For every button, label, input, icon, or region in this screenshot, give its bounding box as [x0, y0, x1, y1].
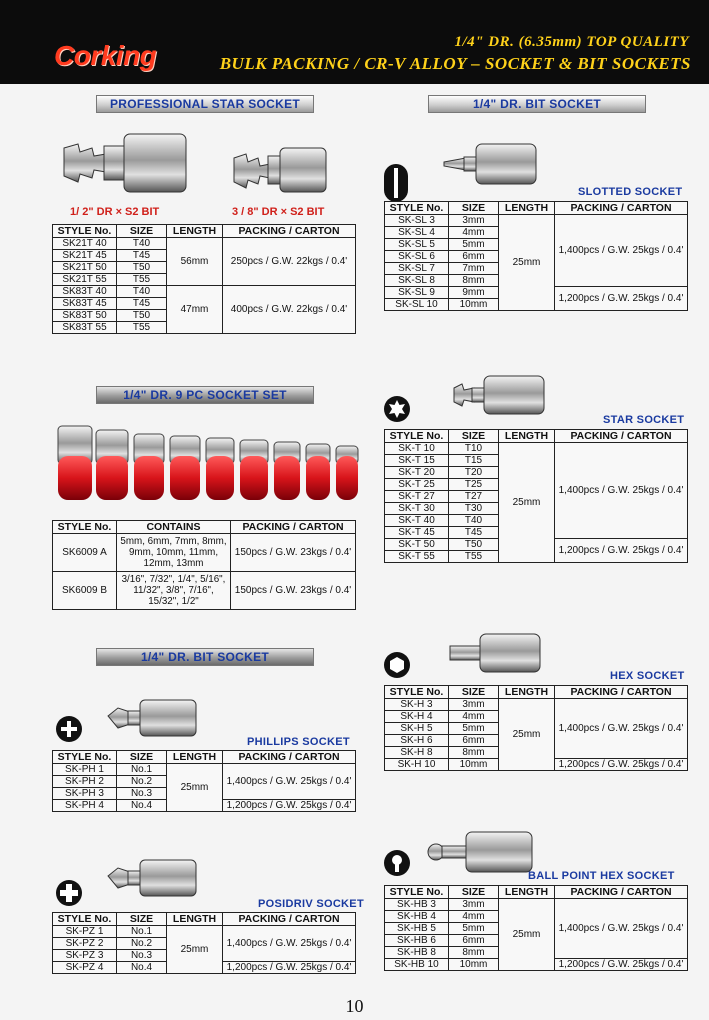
size-cell: T40 [117, 286, 167, 298]
length-cell: 47mm [167, 286, 223, 334]
style-cell: SK-HB 10 [385, 959, 449, 971]
style-cell: SK21T 55 [53, 274, 117, 286]
hex-label: HEX SOCKET [610, 670, 685, 682]
slotted-table [384, 201, 688, 311]
style-cell: SK-H 4 [385, 711, 449, 723]
col-header: CONTAINS [117, 521, 231, 534]
style-cell: SK-T 40 [385, 515, 449, 527]
style-cell: SK-PZ 1 [53, 926, 117, 938]
size-cell: No.2 [117, 938, 167, 950]
phillips-table [52, 750, 356, 812]
style-cell: SK-SL 6 [385, 251, 449, 263]
packing-cell: 1,400pcs / G.W. 25kgs / 0.4' [555, 443, 688, 539]
style-cell: SK-PH 4 [53, 800, 117, 812]
header-line-2: BULK PACKING / CR-V ALLOY – SOCKET & BIT SOCKETS [219, 54, 691, 73]
col-header: STYLE No. [53, 751, 117, 764]
posidriv-table [52, 912, 356, 974]
style-cell: SK83T 45 [53, 298, 117, 310]
style-cell: SK21T 50 [53, 262, 117, 274]
packing-cell: 1,200pcs / G.W. 25kgs / 0.4' [555, 287, 688, 311]
page-header [0, 0, 709, 84]
style-cell: SK-T 10 [385, 443, 449, 455]
packing-cell: 1,200pcs / G.W. 25kgs / 0.4' [555, 539, 688, 563]
col-header: PACKING / CARTON [223, 913, 356, 926]
style-cell: SK-H 6 [385, 735, 449, 747]
col-header: PACKING / CARTON [555, 886, 688, 899]
col-header: STYLE No. [385, 430, 449, 443]
style-cell: SK-T 15 [385, 455, 449, 467]
hex-socket-image [446, 632, 546, 674]
style-cell: SK-HB 6 [385, 935, 449, 947]
size-cell: No.4 [117, 800, 167, 812]
size-cell: 6mm [449, 935, 499, 947]
size-cell: 4mm [449, 227, 499, 239]
col-header: PACKING / CARTON [223, 225, 356, 238]
size-cell: T55 [117, 322, 167, 334]
style-cell: SK-PH 3 [53, 788, 117, 800]
star-symbol-icon [384, 396, 410, 422]
packing-cell: 1,400pcs / G.W. 25kgs / 0.4' [223, 764, 356, 800]
style-cell: SK83T 40 [53, 286, 117, 298]
star-socket-image [450, 372, 550, 418]
ball-hex-symbol-icon [384, 850, 410, 876]
col-header: SIZE [117, 225, 167, 238]
size-cell: 8mm [449, 947, 499, 959]
posidriv-socket-image [104, 856, 200, 900]
style-cell: SK-T 45 [385, 527, 449, 539]
size-cell: T40 [449, 515, 499, 527]
socket-set-banner: 1/4" DR. 9 PC SOCKET SET [96, 386, 314, 404]
socket-set-image [54, 418, 366, 506]
size-cell: T27 [449, 491, 499, 503]
phillips-label: PHILLIPS SOCKET [247, 736, 350, 748]
col-header: PACKING / CARTON [555, 686, 688, 699]
header-line-1: 1/4" DR. (6.35mm) TOP QUALITY [454, 34, 689, 50]
packing-cell: 1,400pcs / G.W. 25kgs / 0.4' [555, 215, 688, 287]
style-cell: SK-T 55 [385, 551, 449, 563]
star-table [384, 429, 688, 563]
style-cell: SK21T 40 [53, 238, 117, 250]
style-cell: SK-H 10 [385, 759, 449, 771]
size-cell: T55 [117, 274, 167, 286]
page-number: 10 [345, 996, 364, 1016]
col-header: SIZE [117, 751, 167, 764]
size-cell: T10 [449, 443, 499, 455]
col-header: LENGTH [499, 686, 555, 699]
slotted-socket-image [440, 140, 540, 188]
packing-cell: 1,200pcs / G.W. 25kgs / 0.4' [223, 800, 356, 812]
size-cell: No.3 [117, 950, 167, 962]
size-cell: 8mm [449, 275, 499, 287]
size-cell: 3mm [449, 215, 499, 227]
length-cell: 25mm [167, 926, 223, 974]
style-cell: SK-SL 5 [385, 239, 449, 251]
style-cell: SK-SL 3 [385, 215, 449, 227]
size-cell: T30 [449, 503, 499, 515]
ball-hex-socket-image [426, 830, 538, 874]
col-header: LENGTH [499, 886, 555, 899]
packing-cell: 1,200pcs / G.W. 25kgs / 0.4' [223, 962, 356, 974]
size-cell: 3mm [449, 899, 499, 911]
slotted-label: SLOTTED SOCKET [578, 186, 683, 198]
style-cell: SK-T 27 [385, 491, 449, 503]
size-cell: 5mm [449, 923, 499, 935]
posidriv-label: POSIDRIV SOCKET [258, 898, 364, 910]
size-cell: 10mm [449, 959, 499, 971]
style-cell: SK-PZ 4 [53, 962, 117, 974]
packing-cell: 1,400pcs / G.W. 25kgs / 0.4' [555, 699, 688, 759]
posidriv-symbol-icon [56, 880, 82, 906]
style-cell: SK-H 8 [385, 747, 449, 759]
professional-star-table [52, 224, 356, 334]
size-cell: No.4 [117, 962, 167, 974]
sockets-row [58, 426, 358, 500]
style-cell: SK-HB 8 [385, 947, 449, 959]
col-header: LENGTH [167, 225, 223, 238]
size-cell: T50 [117, 262, 167, 274]
phillips-symbol-icon [56, 716, 82, 742]
style-cell: SK-SL 9 [385, 287, 449, 299]
bit-socket-left-banner: 1/4" DR. BIT SOCKET [96, 648, 314, 666]
size-cell: 3mm [449, 699, 499, 711]
col-header: PACKING / CARTON [231, 521, 356, 534]
style-cell: SK-H 5 [385, 723, 449, 735]
col-header: STYLE No. [53, 521, 117, 534]
col-header: SIZE [449, 202, 499, 215]
col-header: STYLE No. [53, 913, 117, 926]
ball-hex-label: BALL POINT HEX SOCKET [528, 870, 675, 882]
size-cell: No.2 [117, 776, 167, 788]
size-cell: T45 [117, 298, 167, 310]
style-cell: SK-SL 4 [385, 227, 449, 239]
style-cell: SK-PZ 2 [53, 938, 117, 950]
packing-cell: 250pcs / G.W. 22kgs / 0.4' [223, 238, 356, 286]
ball-hex-table [384, 885, 688, 971]
star-label: STAR SOCKET [603, 414, 685, 426]
col-header: LENGTH [499, 202, 555, 215]
style-cell: SK-SL 7 [385, 263, 449, 275]
col-header: SIZE [449, 430, 499, 443]
size-cell: 10mm [449, 759, 499, 771]
size-cell: 7mm [449, 263, 499, 275]
length-cell: 25mm [499, 215, 555, 311]
size-cell: 6mm [449, 251, 499, 263]
hex-symbol-icon [384, 652, 410, 678]
three-eighth-label: 3 / 8" DR × S2 BIT [232, 206, 325, 218]
packing-cell: 1,200pcs / G.W. 25kgs / 0.4' [555, 959, 688, 971]
style-cell: SK-SL 8 [385, 275, 449, 287]
style-cell: SK-PH 1 [53, 764, 117, 776]
length-cell: 56mm [167, 238, 223, 286]
packing-cell: 150pcs / G.W. 23kgs / 0.4' [231, 534, 356, 572]
hex-table [384, 685, 688, 771]
col-header: STYLE No. [385, 202, 449, 215]
size-cell: T50 [117, 310, 167, 322]
style-cell: SK21T 45 [53, 250, 117, 262]
bit-socket-right-banner: 1/4" DR. BIT SOCKET [428, 95, 646, 113]
size-cell: T15 [449, 455, 499, 467]
style-cell: SK-H 3 [385, 699, 449, 711]
col-header: STYLE No. [385, 686, 449, 699]
size-cell: 10mm [449, 299, 499, 311]
length-cell: 25mm [499, 443, 555, 563]
col-header: LENGTH [499, 430, 555, 443]
length-cell: 25mm [499, 699, 555, 771]
col-header: LENGTH [167, 913, 223, 926]
style-cell: SK-HB 3 [385, 899, 449, 911]
style-cell: SK-T 20 [385, 467, 449, 479]
style-cell: SK83T 55 [53, 322, 117, 334]
size-cell: T40 [117, 238, 167, 250]
packing-cell: 1,400pcs / G.W. 25kgs / 0.4' [223, 926, 356, 962]
col-header: PACKING / CARTON [555, 202, 688, 215]
style-cell: SK-PZ 3 [53, 950, 117, 962]
slotted-symbol-icon [384, 164, 408, 202]
size-cell: No.3 [117, 788, 167, 800]
socket-set-table [52, 520, 356, 610]
size-cell: T50 [449, 539, 499, 551]
length-cell: 25mm [499, 899, 555, 971]
col-header: LENGTH [167, 751, 223, 764]
style-cell: SK6009 B [53, 572, 117, 610]
col-header: PACKING / CARTON [555, 430, 688, 443]
professional-star-banner: PROFESSIONAL STAR SOCKET [96, 95, 314, 113]
style-cell: SK-HB 5 [385, 923, 449, 935]
size-cell: 5mm [449, 239, 499, 251]
size-cell: No.1 [117, 764, 167, 776]
size-cell: 9mm [449, 287, 499, 299]
size-cell: T55 [449, 551, 499, 563]
col-header: SIZE [117, 913, 167, 926]
size-cell: 8mm [449, 747, 499, 759]
contains-cell: 3/16", 7/32", 1/4", 5/16", 11/32", 3/8", 7/16", 15/32", 1/2" [117, 572, 231, 610]
packing-cell: 400pcs / G.W. 22kgs / 0.4' [223, 286, 356, 334]
packing-cell: 150pcs / G.W. 23kgs / 0.4' [231, 572, 356, 610]
brand-logo: Corking [54, 40, 157, 71]
contains-cell: 5mm, 6mm, 7mm, 8mm, 9mm, 10mm, 11mm, 12mm, 13mm [117, 534, 231, 572]
size-cell: No.1 [117, 926, 167, 938]
style-cell: SK83T 50 [53, 310, 117, 322]
size-cell: T20 [449, 467, 499, 479]
style-cell: SK-SL 10 [385, 299, 449, 311]
style-cell: SK-T 30 [385, 503, 449, 515]
length-cell: 25mm [167, 764, 223, 812]
style-cell: SK6009 A [53, 534, 117, 572]
size-cell: T25 [449, 479, 499, 491]
packing-cell: 1,200pcs / G.W. 25kgs / 0.4' [555, 759, 688, 771]
half-inch-label: 1/ 2" DR × S2 BIT [70, 206, 160, 218]
size-cell: 6mm [449, 735, 499, 747]
three-eighth-star-socket-image [230, 144, 330, 196]
col-header: SIZE [449, 886, 499, 899]
half-inch-star-socket-image [58, 126, 190, 196]
style-cell: SK-T 50 [385, 539, 449, 551]
size-cell: 5mm [449, 723, 499, 735]
phillips-socket-image [104, 696, 200, 740]
size-cell: 4mm [449, 711, 499, 723]
style-cell: SK-T 25 [385, 479, 449, 491]
col-header: SIZE [449, 686, 499, 699]
col-header: STYLE No. [385, 886, 449, 899]
size-cell: T45 [117, 250, 167, 262]
packing-cell: 1,400pcs / G.W. 25kgs / 0.4' [555, 899, 688, 959]
col-header: PACKING / CARTON [223, 751, 356, 764]
size-cell: T45 [449, 527, 499, 539]
size-cell: 4mm [449, 911, 499, 923]
col-header: STYLE No. [53, 225, 117, 238]
style-cell: SK-PH 2 [53, 776, 117, 788]
style-cell: SK-HB 4 [385, 911, 449, 923]
